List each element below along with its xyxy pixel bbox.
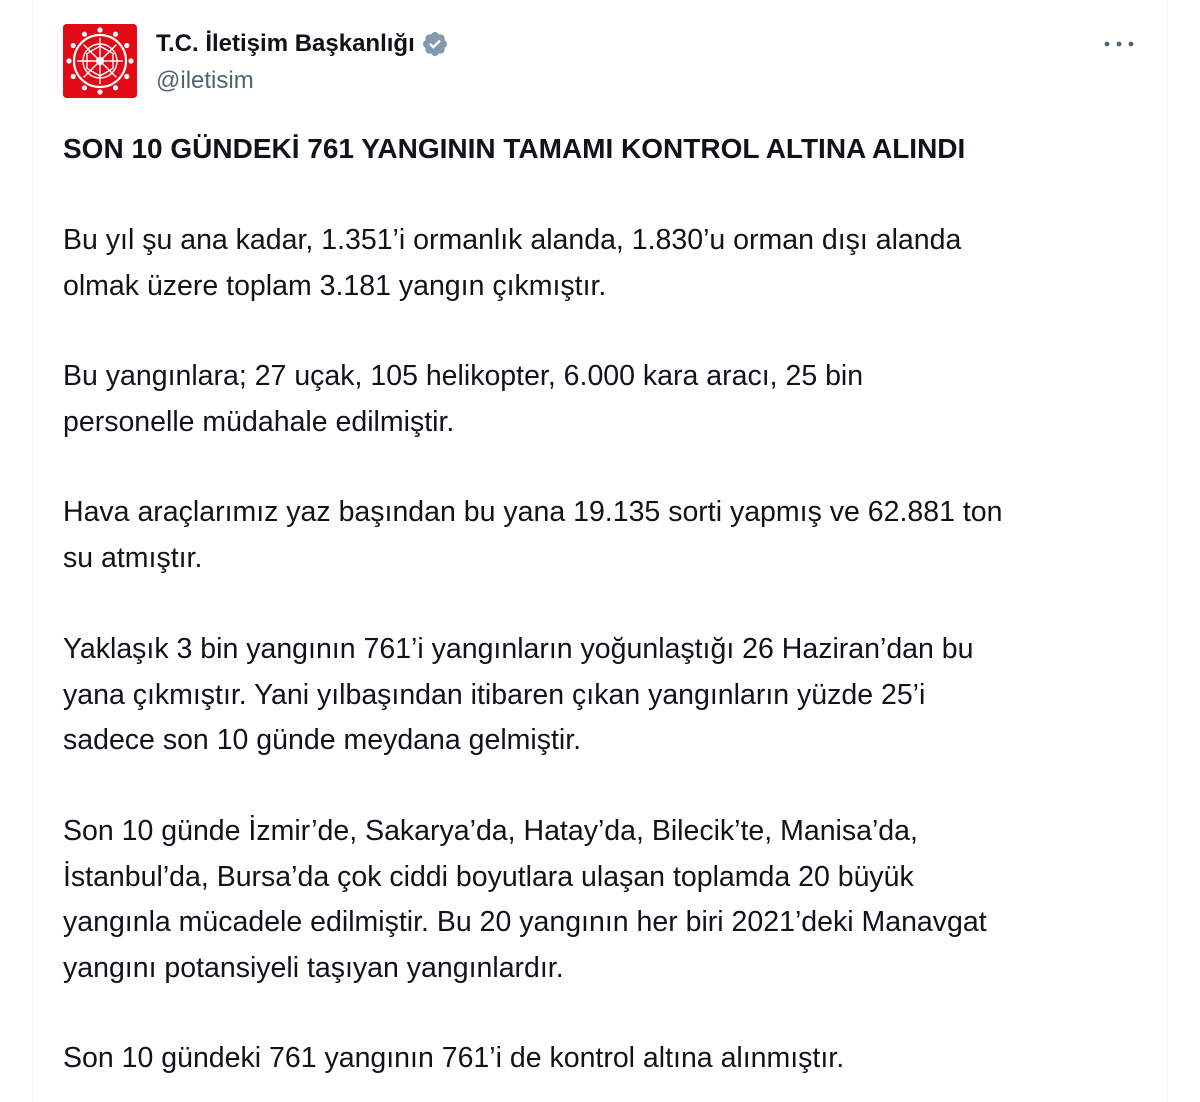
paragraph-line: Hava araçlarımız yaz başından bu yana 19.135 sorti yapmış ve 62.881 ton: [63, 496, 1003, 528]
tweet-headline: SON 10 GÜNDEKİ 761 YANGININ TAMAMI KONTROL ALTINA ALINDI: [63, 133, 966, 164]
tweet-paragraph: [63, 218, 1153, 309]
handle[interactable]: @iletisim: [156, 67, 254, 94]
paragraph-line: personelle müdahale edilmiştir.: [63, 405, 455, 438]
paragraph-line: Bu yıl şu ana kadar, 1.351’i ormanlık alanda, 1.830’u orman dışı alanda: [63, 224, 962, 256]
paragraph-line: su atmıştır.: [63, 541, 203, 574]
paragraph-line: olmak üzere toplam 3.181 yangın çıkmıştır.: [63, 269, 607, 302]
more-horizontal-icon: [1101, 39, 1137, 49]
paragraph-line: Bu yangınlara; 27 uçak, 105 helikopter, 6.000 kara aracı, 25 bin: [63, 360, 864, 392]
tweet-paragraph: [63, 1036, 1153, 1082]
author-name-row[interactable]: [156, 29, 449, 59]
verified-badge-icon[interactable]: [421, 30, 449, 58]
presidency-seal-icon: [63, 24, 137, 98]
paragraph-line: Son 10 günde İzmir’de, Sakarya’da, Hatay’da, Bilecik’te, Manisa’da,: [63, 815, 918, 847]
paragraph-line: Son 10 gündeki 761 yangının 761’i de kontrol altına alınmıştır.: [63, 1042, 845, 1074]
paragraph-line: yangını potansiyeli taşıyan yangınlardır.: [63, 951, 564, 984]
tweet-paragraph: [63, 490, 1153, 581]
tweet-paragraph: [63, 627, 1153, 764]
display-name[interactable]: T.C. İletişim Başkanlığı: [156, 30, 415, 57]
tweet-paragraph: [63, 809, 1153, 991]
paragraph-line: Yaklaşık 3 bin yangının 761’i yangınların yoğunlaştığı 26 Haziran’dan bu: [63, 633, 974, 665]
tweet-card: [32, 0, 1168, 1102]
paragraph-line: İstanbul’da, Bursa’da çok ciddi boyutlara ulaşan toplamda 20 büyük: [63, 860, 914, 893]
avatar[interactable]: [63, 24, 137, 98]
paragraph-line: yana çıkmıştır. Yani yılbaşından itibaren çıkan yangınların yüzde 25’i: [63, 678, 926, 711]
tweet-paragraph: [63, 354, 1153, 445]
more-button[interactable]: [1101, 30, 1137, 58]
paragraph-line: sadece son 10 günde meydana gelmiştir.: [63, 724, 582, 756]
paragraph-line: yangınla mücadele edilmiştir. Bu 20 yangının her biri 2021’deki Manavgat: [63, 906, 987, 938]
